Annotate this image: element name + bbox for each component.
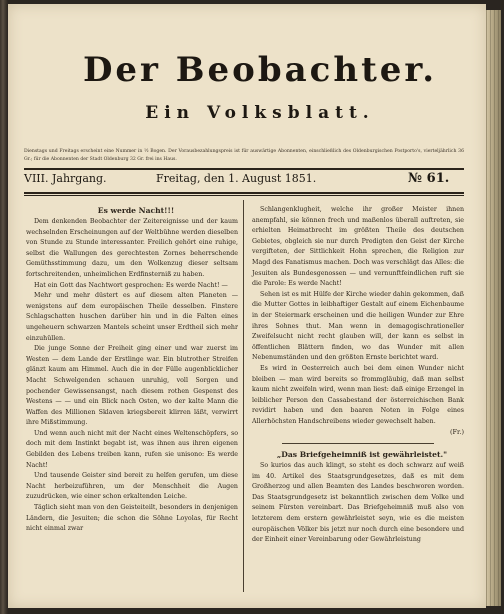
article-paragraph: Und tausende Geister sind bereit zu helfen gerufen, um diese Nacht herbeizuführen, um der Menschheit die Augen zuzudrücken, wie einer schon erkaltenden Leiche. — [26, 472, 238, 501]
issue-info-row — [24, 172, 464, 190]
header-rule-top — [24, 168, 464, 170]
column-left — [26, 205, 238, 535]
article-separator — [282, 443, 434, 444]
column-divider — [243, 200, 244, 592]
article-heading-briefgeheimnis: „Das Briefgeheimniß ist gewährleistet." — [276, 450, 448, 460]
article-paragraph: So kurios das auch klingt, so steht es doch schwarz auf weiß im 40. Artikel des Staatsgrundgesetzes, daß es mit dem Großherzog und allen Beamten des Landes beschworen worden. Das Staatsgrundgesetz ist bekanntlich zwischen dem Volke und seinem Fürsten vereinbart. Das Briefgeheimniß muß also von letzterem dem erstern gewährleistet seyn, wie es die meisten europäischen Völker bis jetzt nur noch durch eine besondere und der Einheit einer Vereinbarung oder Gewährleistung — [252, 462, 464, 544]
article-signature: (Fr.) — [449, 428, 464, 437]
article-paragraph: Es wird in Oesterreich auch bei dem einen Wunder nicht bleiben — man wird bereits so frommgläubig, daß man selbst kaum nicht zweifeln wird, wenn man liest: daß einige Erzengel in leiblicher Person den Cassabestand der österreichischen Bank revidirt haben und den baaren Noten in Folge eines Allerhöchsten Handschreibens wieder gewechselt haben. — [252, 364, 464, 425]
column-right — [252, 205, 464, 546]
issue-number: № 61. — [408, 171, 450, 186]
article-paragraph: Dem denkenden Beobachter der Zeitereignisse und der kaum wechselnden Erscheinungen auf der Weltbühne werden dieselben von Stunde zu Stunde interessanter. Freilich gehört eine ruhige, selbst die Wallungen des gerechtesten Zornes beherrschende Gemüthsstimmung dazu, um den Wolkenzug dieser seltsam fortschreitenden, unheimlichen Erdfinsterniß zu haben. — [26, 218, 238, 278]
article-heading-nacht: Es werde Nacht!!! — [97, 206, 175, 215]
article-paragraph: Täglich sieht man von den Geisteiteilt, besonders in denjenigen Ländern, die Jesuiten; die schon die Söhne Loyolas, für Recht nicht einmal zwar — [26, 504, 238, 533]
book-page-edge — [486, 10, 501, 606]
article-paragraph: Schlangenklugheit, welche ihr großer Meister ihnen anempfahl, sie können frech und maßenlos überall auftreten, sie erhielten Heimatbrecht im größten Theile des deutschen Gebietes, obgleich sie nur durch Predigten den Geist der Kirche vergifteten, der Sittlichkeit Hohn sprechen, die Religion zur Magd des Fanatismus machen. Doch was verschlägt das Alles: die Jesuiten als Bundesgenossen — und vernunftfeindlichen ruft sie die Parole: Es werde Nacht! — [252, 206, 464, 288]
header-rule-bottom-thin — [24, 195, 464, 196]
header-rule-bottom — [24, 192, 464, 194]
issue-volume: VIII. Jahrgang. — [24, 172, 107, 185]
subscription-notice: Dienstags und Freitags erscheint eine Nummer in ½ Bogen. Der Vorausbezahlungspreis ist für auswärtige Abonnenten, einschließlich des Oldenburgischen Postporto's, vierteljährlich 36 Gr.; für die Abonnenten der Stadt Oldenburg 32 Gr. frei ins Haus. — [24, 149, 464, 162]
article-paragraph: Mehr und mehr düstert es auf diesem alten Planeten — wenigstens auf dem europäischen Theile desselben. Finstere Schlagschatten huschen darüber hin und in die Falten eines ungeheuern schwarzen Mantels scheint unser Erdtheil sich mehr einzuhüllen. — [26, 292, 238, 342]
masthead-subtitle: Ein Volksblatt. — [145, 103, 375, 123]
article-paragraph: Sehen ist es mit Hülfe der Kirche wieder dahin gekommen, daß die Mutter Gottes in leibhaftiger Gestalt auf einem Eichenbaume in der Steiermark erscheinen und die heiligen Wunder zur Ehre ihres Sohnes thut. Man wenn in demagogischrationeller Zweifelsucht nicht recht glauben will, der kann es selbst in öffentlichen Blättern finden, wo das Wunder mit allen Nebenumständen und den größten Ernste berichtet ward. — [252, 290, 464, 362]
article-paragraph: Die junge Sonne der Freiheit ging einer und war zuerst im Westen — dem Lande der Erstlinge war. Ein blutrother Streifen glänzt kaum am Himmel. Auch die in der Fülle augenblicklicher Macht Schwelgenden schauen unruhig, voll Sorgen und pochender Gewissensangst, nach diesem rothen Gespenst des Westens — — und ein Blick nach Osten, wo der kalte Mann die Waffen des Millionen Sklaven kriegsbereit klirren läßt, verwirrt ihre Mißstimmung. — [26, 345, 238, 427]
article-paragraph: Und wenn auch nicht mit der Nacht eines Weltenschöpfers, so doch mit dem Instinkt begabt ist, was ihnen aus ihren eigenen Gebilden des Lebens treiben kann, rufen sie unisono: Es werde Nacht! — [26, 429, 238, 469]
issue-date: Freitag, den 1. August 1851. — [156, 172, 317, 185]
masthead-title: Der Beobachter. — [82, 50, 438, 90]
article-paragraph: Hat ein Gott das Nachtwort gesprochen: Es werde Nacht! — — [34, 281, 228, 289]
